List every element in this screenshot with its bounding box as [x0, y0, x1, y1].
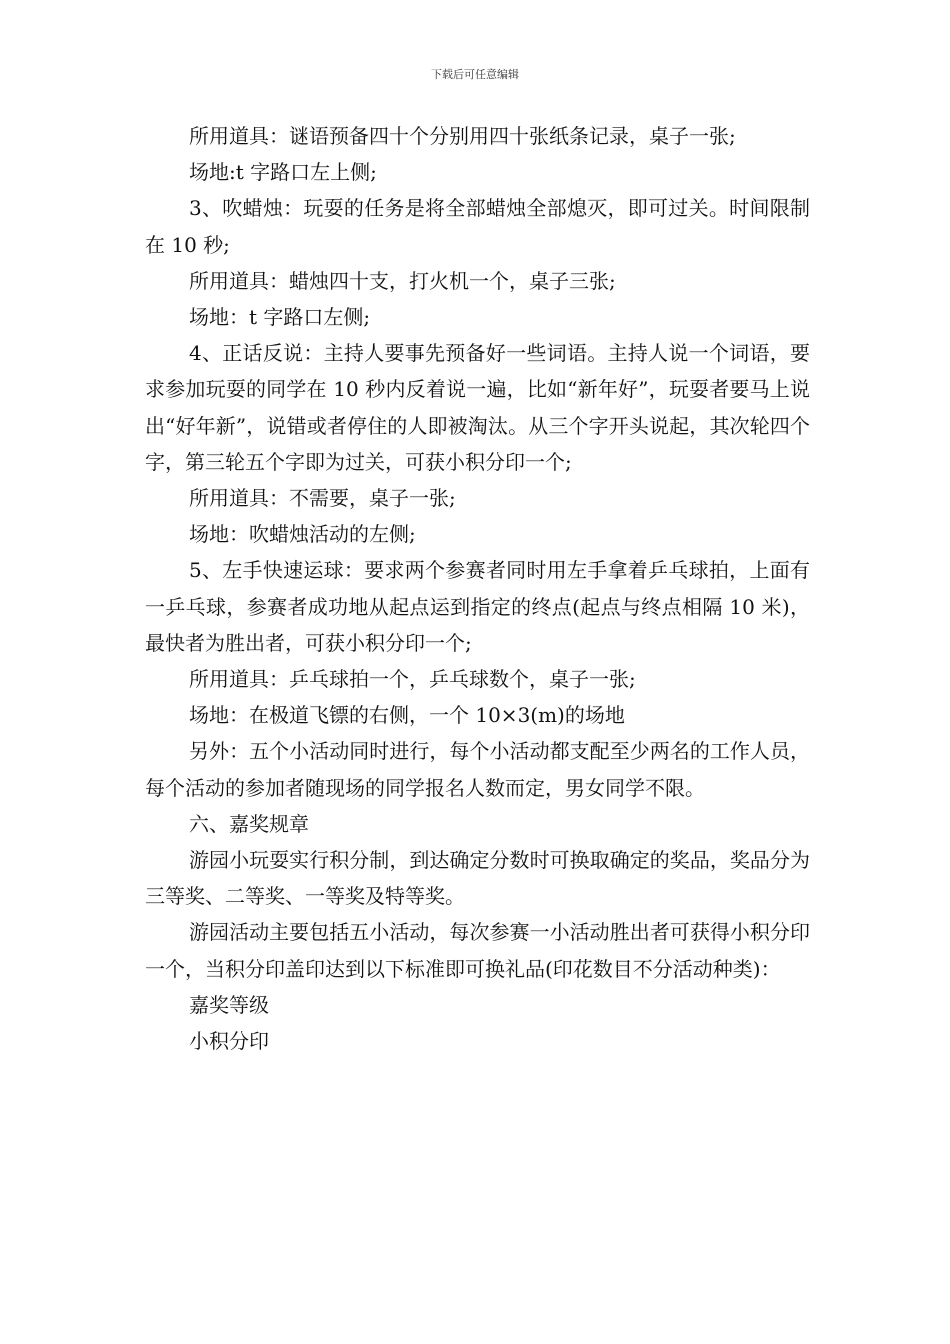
paragraph: 小积分印 — [189, 1029, 269, 1054]
paragraph: 所用道具：乒乓球拍一个，乒乓球数个，桌子一张; — [189, 667, 636, 692]
paragraph: 另外：五个小活动同时进行，每个小活动都支配至少两名的工作人员，每个活动的参加者随现场的同学报名人数而定，男女同学不限。 — [145, 739, 810, 800]
paragraph: 所用道具：不需要，桌子一张; — [189, 486, 456, 511]
paragraph: 3、吹蜡烛：玩耍的任务是将全部蜡烛全部熄灭，即可过关。时间限制在 10 秒; — [145, 196, 810, 257]
paragraph: 嘉奖等级 — [189, 992, 269, 1017]
paragraph: 所用道具：谜语预备四十个分别用四十张纸条记录，桌子一张; — [189, 124, 736, 148]
paragraph: 游园活动主要包括五小活动，每次参赛一小活动胜出者可获得小积分印一个，当积分印盖印达到以下标准即可换礼品(印花数目不分活动种类)： — [145, 920, 810, 981]
paragraph: 场地:t 字路口左上侧; — [189, 160, 377, 185]
paragraph: 4、正话反说：主持人要事先预备好一些词语。主持人说一个词语，要求参加玩耍的同学在 10 秒内反着说一遍，比如“新年好”，玩耍者要马上说出“好年新”，说错或者停住的人即被淘汰。从三个字开头说起，其次轮四个字，第三轮五个字即为过关，可获小积分印一个; — [145, 341, 810, 474]
document-body — [145, 118, 810, 1059]
paragraph: 场地：在极道飞镖的右侧，一个 10×3(m)的场地 — [189, 703, 625, 728]
paragraph: 5、左手快速运球：要求两个参赛者同时用左手拿着乒乓球拍，上面有一乒乓球，参赛者成功地从起点运到指定的终点(起点与终点相隔 10 米)，最快者为胜出者，可获小积分印一个; — [145, 558, 810, 655]
paragraph: 所用道具：蜡烛四十支，打火机一个，桌子三张; — [189, 268, 616, 293]
page-header: 下载后可任意编辑 — [431, 68, 519, 81]
paragraph: 场地：吹蜡烛活动的左侧; — [189, 522, 416, 547]
section-heading: 六、嘉奖规章 — [189, 811, 309, 836]
paragraph: 游园小玩耍实行积分制，到达确定分数时可换取确定的奖品，奖品分为三等奖、二等奖、一等奖及特等奖。 — [145, 848, 810, 909]
paragraph: 场地：t 字路口左侧; — [189, 305, 371, 330]
